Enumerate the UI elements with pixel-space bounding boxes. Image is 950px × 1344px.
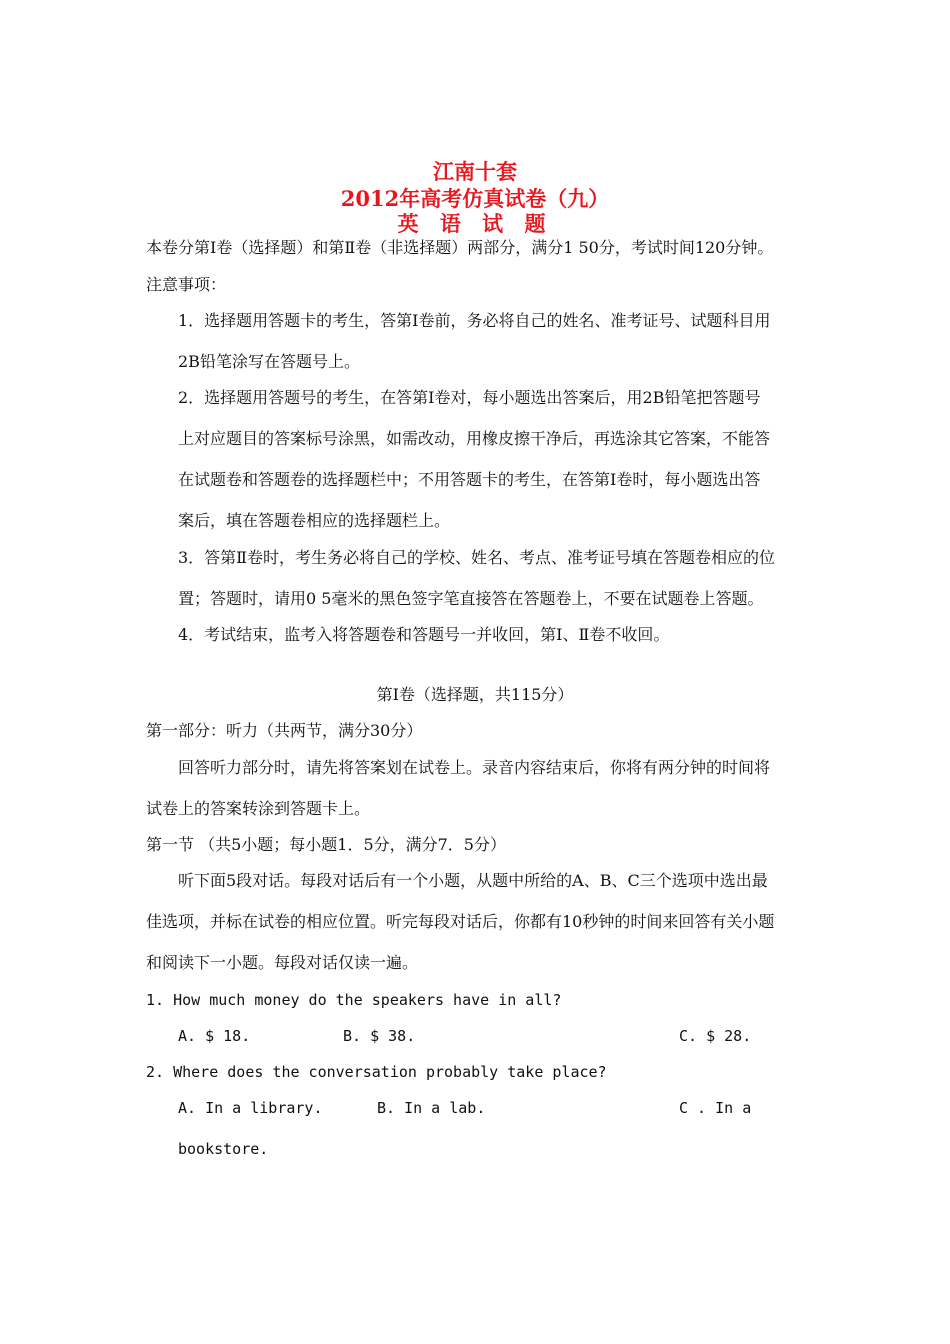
intro-text: 本卷分第Ⅰ卷（选择题）和第Ⅱ卷（非选择题）两部分，满分1 50分，考试时间120分钟。 — [146, 238, 774, 257]
part-heading: 第一部分：听力（共两节，满分30分） — [146, 721, 423, 740]
notice-item-3: 3．答第Ⅱ卷时，考生务必将自己的学校、姓名、考点、准考证号填在答题卷相应的位 — [178, 548, 776, 567]
notice-item-2-cont: 案后，填在答题卷相应的选择题栏上。 — [178, 511, 451, 530]
option-c: C . In a — [679, 1099, 752, 1117]
exam-subject: 英 语 试 题 — [397, 211, 553, 236]
option-a: A. In a library. — [178, 1099, 323, 1117]
notice-title: 注意事项： — [146, 275, 227, 294]
notice-item-3-cont: 置；答题时，请用0 5毫米的黑色签字笔直接答在答题卷上，不要在试题卷上答题。 — [178, 589, 764, 608]
question-stem: 2. Where does the conversation probably take place? — [146, 1063, 607, 1081]
instruction-text: 听下面5段对话。每段对话后有一个小题，从题中所给的A、B、C三个选项中选出最 — [178, 871, 768, 890]
notice-item-4: 4．考试结束，监考入将答题卷和答题号一并收回，第Ⅰ、Ⅱ卷不收回。 — [178, 625, 670, 644]
instruction-text: 回答听力部分时，请先将答案划在试卷上。录音内容结束后，你将有两分钟的时间将 — [178, 758, 771, 777]
notice-item-2-cont: 上对应题目的答案标号涂黑，如需改动，用橡皮擦干净后，再选涂其它答案，不能答 — [178, 429, 771, 448]
notice-item-1: 1．选择题用答题卡的考生，答第Ⅰ卷前，务必将自己的姓名、准考证号、试题科目用 — [178, 311, 771, 330]
exam-title: 2012年高考仿真试卷（九） — [340, 186, 610, 211]
option-a: A. $ 18. — [178, 1027, 251, 1045]
instruction-text-cont: 和阅读下一小题。每段对话仅读一遍。 — [146, 953, 419, 972]
exam-series-title: 江南十套 — [433, 159, 517, 184]
notice-item-2: 2．选择题用答题号的考生，在答第Ⅰ卷对，每小题选出答案后，用2B铅笔把答题号 — [178, 388, 761, 407]
option-c-cont: bookstore. — [178, 1140, 269, 1158]
section-heading: 第Ⅰ卷（选择题，共115分） — [376, 685, 574, 704]
option-b: B. In a lab. — [377, 1099, 486, 1117]
question-stem: 1. How much money do the speakers have in all? — [146, 991, 562, 1009]
instruction-text-cont: 试卷上的答案转涂到答题卡上。 — [146, 799, 371, 818]
option-b: B. $ 38. — [343, 1027, 416, 1045]
notice-item-1-cont: 2B铅笔涂写在答题号上。 — [178, 352, 360, 371]
sub-section-heading: 第一节 （共5小题；每小题1．5分，满分7．5分） — [146, 835, 506, 854]
instruction-text-cont: 佳选项，并标在试卷的相应位置。听完每段对话后，你都有10秒钟的时间来回答有关小题 — [146, 912, 775, 931]
option-c: C. $ 28. — [679, 1027, 752, 1045]
notice-item-2-cont: 在试题卷和答题卷的选择题栏中；不用答题卡的考生，在答第Ⅰ卷时，每小题选出答 — [178, 470, 761, 489]
